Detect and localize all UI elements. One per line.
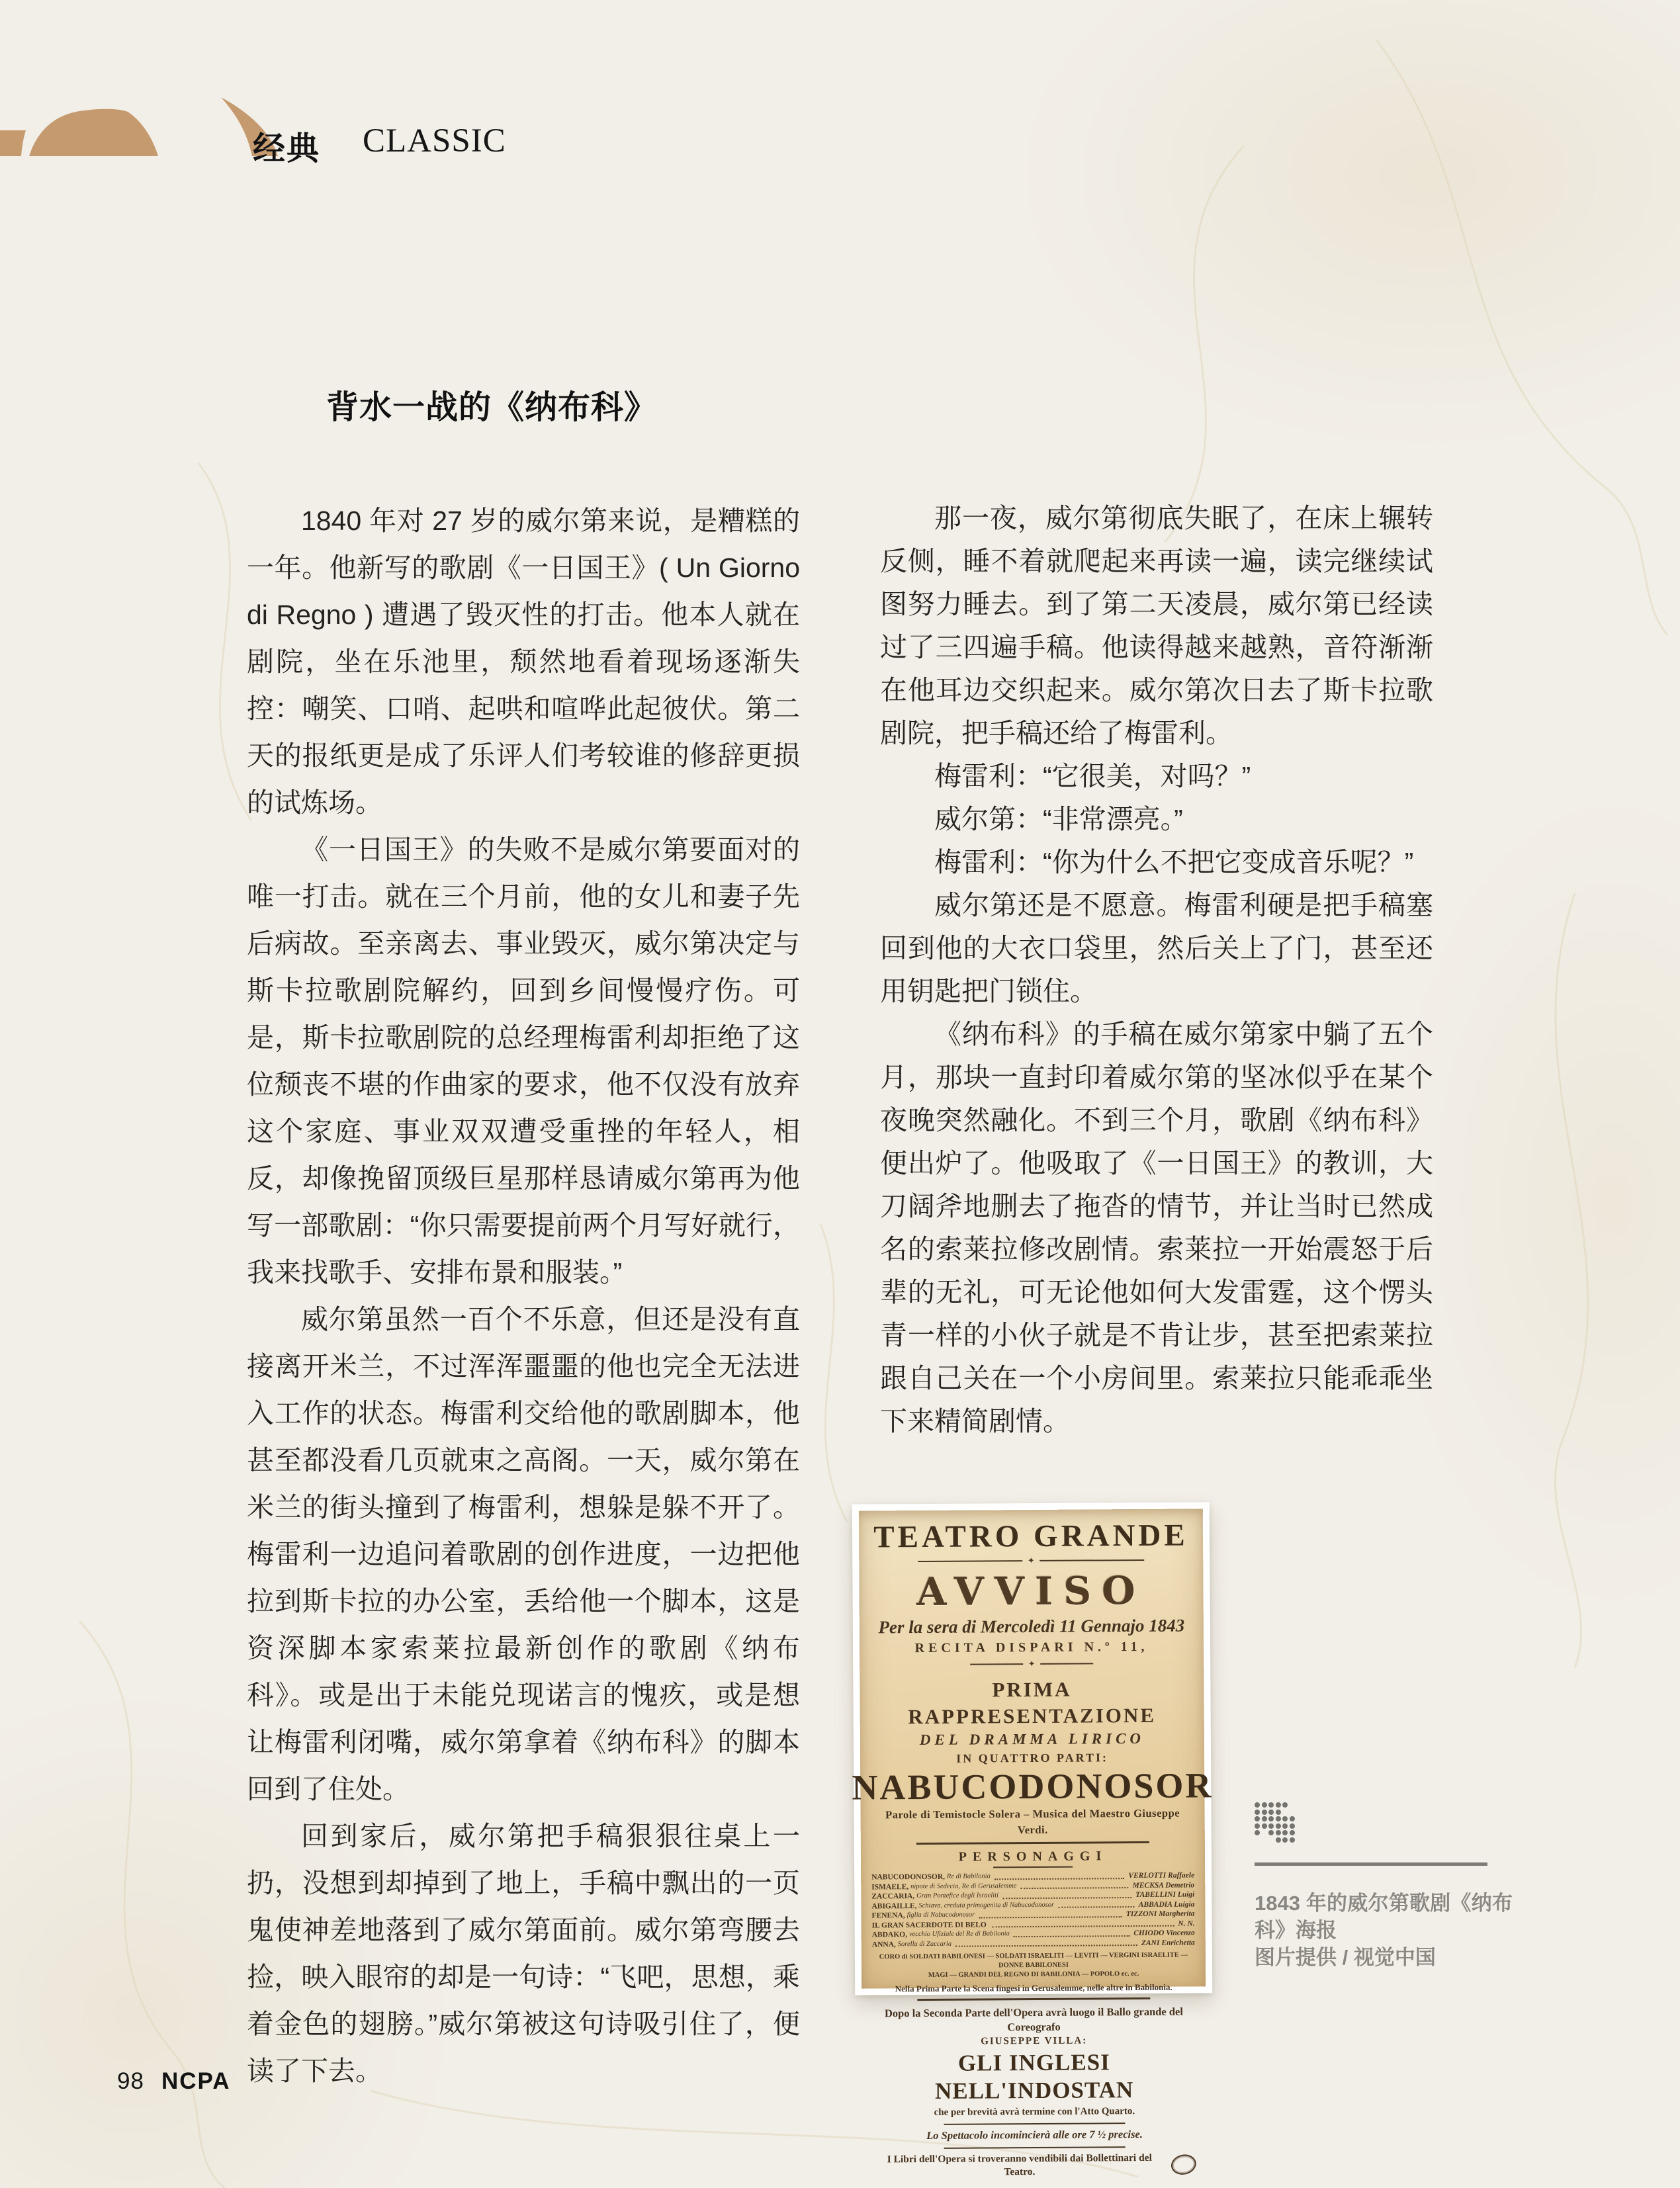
dot	[1282, 1802, 1288, 1808]
dot	[1262, 1823, 1267, 1829]
poster-credits: Parole di Temistocle Solera – Musica del Maestro Giuseppe Verdi.	[885, 1806, 1180, 1837]
paragraph: 《纳布科》的手稿在威尔第家中躺了五个月，那块一直封印着威尔第的坚冰似乎在某个夜晚突然融化。不到三个月，歌剧《纳布科》便出炉了。他吸取了《一日国王》的教训，大刀阔斧地删去了拖沓的情节，并让当时已然成名的索莱拉修改剧情。索莱拉一开始震怒于后辈的无礼，可无论他如何大发雷霆，这个愣头青一样的小伙子就是不肯让步，甚至把索莱拉跟自己关在一个小房间里。索莱拉只能乖乖坐下来精简剧情。	[880, 1019, 1433, 1436]
poster-ballo-note: che per brevità avrà termine con l'Atto Quarto.	[934, 2106, 1135, 2118]
poster-libri-row	[873, 2151, 1196, 2179]
dotted-leader	[1020, 1887, 1128, 1889]
dialogue-line: 梅雷利：“你为什么不把它变成音乐呢？”	[934, 847, 1414, 877]
dot	[1255, 1837, 1260, 1843]
dot	[1282, 1830, 1288, 1835]
dot	[1276, 1816, 1281, 1821]
dot	[1268, 1816, 1274, 1821]
cast-row: ABDAKO, vecchio Ufiziale del Re di Babilonia CHIODO Vincenzo	[871, 1929, 1195, 1939]
poster-avviso: AVVISO	[916, 1567, 1146, 1615]
dialogue-line: 梅雷利：“它很美，对吗？”	[934, 761, 1251, 791]
poster-personaggi: PERSONAGGI	[958, 1849, 1108, 1864]
dot	[1255, 1816, 1260, 1821]
dotted-leader	[995, 1878, 1125, 1880]
rule-divider	[993, 1866, 1073, 1868]
poster-opera-title: NABUCODONOSOR	[852, 1765, 1214, 1808]
dot	[1290, 1837, 1295, 1843]
cast-row: ANNA, Sorella di Zaccaria ZANI Enrichetta	[871, 1939, 1195, 1948]
dot	[1255, 1830, 1260, 1835]
dot	[1276, 1830, 1281, 1835]
image-caption: 1843 年的威尔第歌剧《纳布科》海报	[1255, 1892, 1513, 1942]
poster-recita: RECITA DISPARI N.º 11,	[914, 1639, 1149, 1656]
dot	[1290, 1830, 1295, 1835]
dot	[1262, 1802, 1267, 1808]
dot	[1262, 1816, 1267, 1821]
cast-row: ABIGAILLE, Schiava, creduta primogenita di Nabucodonosor ABBADIA Luigia	[871, 1900, 1195, 1910]
dot	[1282, 1823, 1288, 1829]
dot	[1282, 1837, 1288, 1843]
dotted-leader	[955, 1945, 1137, 1947]
dot	[1268, 1837, 1274, 1843]
article-title: 背水一战的《纳布科》	[326, 390, 658, 425]
page-number: 98	[117, 2068, 144, 2094]
dotted-leader	[993, 1925, 1174, 1928]
poster-coreografo: GIUSEPPE VILLA:	[981, 2035, 1088, 2047]
cast-row: ZACCARIA, Gran Pontefice degli Israeliti TABELLINI Luigi	[871, 1890, 1195, 1901]
dot	[1290, 1816, 1295, 1821]
dotted-leader	[979, 1916, 1122, 1918]
poster-scena: Nella Prima Parte la Scena fingesi in Gerusalemme, nelle altre in Babilonia.	[895, 1982, 1172, 1994]
paragraph: 《一日国王》的失败不是威尔第要面对的唯一打击。就在三个月前，他的女儿和妻子先后病故。至亲离去、事业毁灭，威尔第决定与斯卡拉歌剧院解约，回到乡间慢慢疗伤。可是，斯卡拉歌剧院的总经理梅雷利却拒绝了这位颓丧不堪的作曲家的要求，他不仅没有放弃这个家庭、事业双双遭受重挫的年轻人，相反，却像挽留顶级巨星那样恳请威尔第再为他写一部歌剧：“你只需要提前两个月写好就行，我来找歌手、安排布景和服装。”	[247, 834, 800, 1288]
dialogue-line: 威尔第：“非常漂亮。”	[934, 804, 1183, 834]
dot	[1262, 1830, 1267, 1835]
poster-date-line: Per la sera di Mercoledì 11 Gennajo 1843	[878, 1615, 1185, 1638]
poster-dramma: DEL DRAMMA LIRICO	[919, 1729, 1145, 1749]
ornament-divider: ✦	[970, 1659, 1093, 1669]
article-left-column	[247, 388, 800, 2095]
rule-divider	[916, 1841, 1149, 1845]
poster-cast-list	[871, 1871, 1195, 1950]
poster-libri: I Libri dell'Opera si troveranno vendibili dai Bollettinari del Teatro.	[887, 2152, 1152, 2178]
rule-divider	[944, 2146, 1125, 2149]
dot	[1268, 1802, 1274, 1808]
section-header	[0, 93, 596, 165]
poster-paper	[852, 1509, 1214, 2178]
page-footer	[117, 2068, 231, 2095]
dot	[1276, 1810, 1281, 1815]
image-credit: 图片提供 / 视觉中国	[1255, 1946, 1436, 1969]
ornament-divider: ✦	[918, 1555, 1144, 1566]
cast-row: FENENA, figlia di Nabucodonosor TIZZONI Margherita	[871, 1909, 1195, 1920]
cast-row: NABUCODONOSOR, Re di Babilonia VERLOTTI Raffaele	[871, 1871, 1195, 1882]
nabucco-poster-image	[852, 1502, 1214, 2178]
paragraph: 那一夜，威尔第彻底失眠了，在床上辗转反侧，睡不着就爬起来再读一遍，读完继续试图努力睡去。到了第二天凌晨，威尔第已经读过了三四遍手稿。他读得越来越熟，音符渐渐在他耳边交织起来。威尔第次日去了斯卡拉歌剧院，把手稿还给了梅雷利。	[880, 503, 1433, 748]
dot	[1290, 1823, 1295, 1829]
dot	[1282, 1816, 1288, 1821]
dot	[1268, 1823, 1274, 1829]
dot	[1290, 1802, 1295, 1808]
caption-rule	[1255, 1862, 1487, 1866]
dot	[1276, 1823, 1281, 1829]
dot	[1282, 1810, 1288, 1815]
paragraph: 回到家后，威尔第把手稿狠狠往桌上一扔，没想到却掉到了地上，手稿中飘出的一页鬼使神差地落到了威尔第面前。威尔第弯腰去捡，映入眼帘的却是一句诗：“飞吧，思想，乘着金色的翅膀。”威尔第被这句诗吸引住了，便读了下去。	[247, 1821, 800, 2086]
dot	[1255, 1802, 1260, 1808]
dotted-leader	[1002, 1897, 1131, 1899]
rule-divider	[944, 2122, 1125, 2125]
article-right-column	[880, 497, 1433, 1443]
dot	[1268, 1830, 1274, 1835]
poster-theatre-name: TEATRO GRANDE	[873, 1518, 1188, 1555]
dot	[1268, 1810, 1274, 1815]
rule-divider	[918, 1997, 1150, 2001]
poster-ballo: Dopo la Seconda Parte dell'Opera avrà luogo il Ballo grande del Coreografo	[884, 2005, 1183, 2034]
paragraph: 1840 年对 27 岁的威尔第来说，是糟糕的一年。他新写的歌剧《一日国王》( Un Giorno di Regno ) 遭遇了毁灭性的打击。他本人就在剧院，坐在乐池里，颓然地看着现场逐渐失控：嘲笑、口哨、起哄和喧哗此起彼伏。第二天的报纸更是成了乐评人们考较谁的修辞更损的试炼场。	[247, 505, 800, 818]
poster-ballo-title: GLI INGLESI NELL'INDOSTAN	[934, 2049, 1134, 2104]
section-label-en: CLASSIC	[363, 122, 506, 159]
cast-row: IL GRAN SACERDOTE DI BELO N. N.	[871, 1919, 1195, 1929]
stamp-icon	[1169, 2152, 1198, 2177]
paragraph: 威尔第虽然一百个不乐意，但还是没有直接离开米兰，不过浑浑噩噩的他也完全无法进入工作的状态。梅雷利交给他的歌剧脚本，他甚至都没看几页就束之高阁。一天，威尔第在米兰的街头撞到了梅雷利，想躲是躲不开了。梅雷利一边追问着歌剧的创作进度，一边把他拉到斯卡拉的办公室，丢给他一个脚本，这是资深脚本家索莱拉最新创作的歌剧《纳布科》。或是出于未能兑现诺言的愧疚，或是想让梅雷利闭嘴，威尔第拿着《纳布科》的脚本回到了住处。	[247, 1304, 800, 1804]
dot	[1262, 1837, 1267, 1843]
dot	[1290, 1810, 1295, 1815]
poster-coro: CORO di SOLDATI BABILONESI — SOLDATI ISRAELITI — LEVITI — VERGINI ISRAELITE — DONNE BABILONESI MAGI — GRANDI DEL REGNO DI BABILONIA — POPOLO ec. ec.	[879, 1951, 1188, 1979]
poster-orario: Lo Spettacolo incomincierà alle ore 7 ½ precise.	[926, 2127, 1143, 2142]
dotted-leader	[1014, 1935, 1130, 1937]
poster-parti: IN QUATTRO PARTI:	[956, 1751, 1109, 1765]
dot	[1276, 1802, 1281, 1808]
dot	[1262, 1810, 1267, 1815]
dot	[1276, 1837, 1281, 1843]
cast-row: ISMAELE, nipote di Sedecia, Re di Gerusalemme MECKSA Demetrio	[871, 1881, 1195, 1891]
dot	[1255, 1823, 1260, 1829]
section-label-zh: 经典	[253, 131, 321, 167]
footer-brand: NCPA	[161, 2068, 231, 2094]
dot	[1255, 1810, 1260, 1815]
paragraph: 威尔第还是不愿意。梅雷利硬是把手稿塞回到他的大衣口袋里，然后关上了门，甚至还用钥匙把门锁住。	[880, 890, 1433, 1006]
ncpa-dot-mark	[1255, 1802, 1566, 1844]
caption-block	[1255, 1802, 1566, 1971]
dotted-leader	[1058, 1906, 1135, 1908]
poster-prima: PRIMA RAPPRESENTAZIONE	[908, 1677, 1157, 1729]
